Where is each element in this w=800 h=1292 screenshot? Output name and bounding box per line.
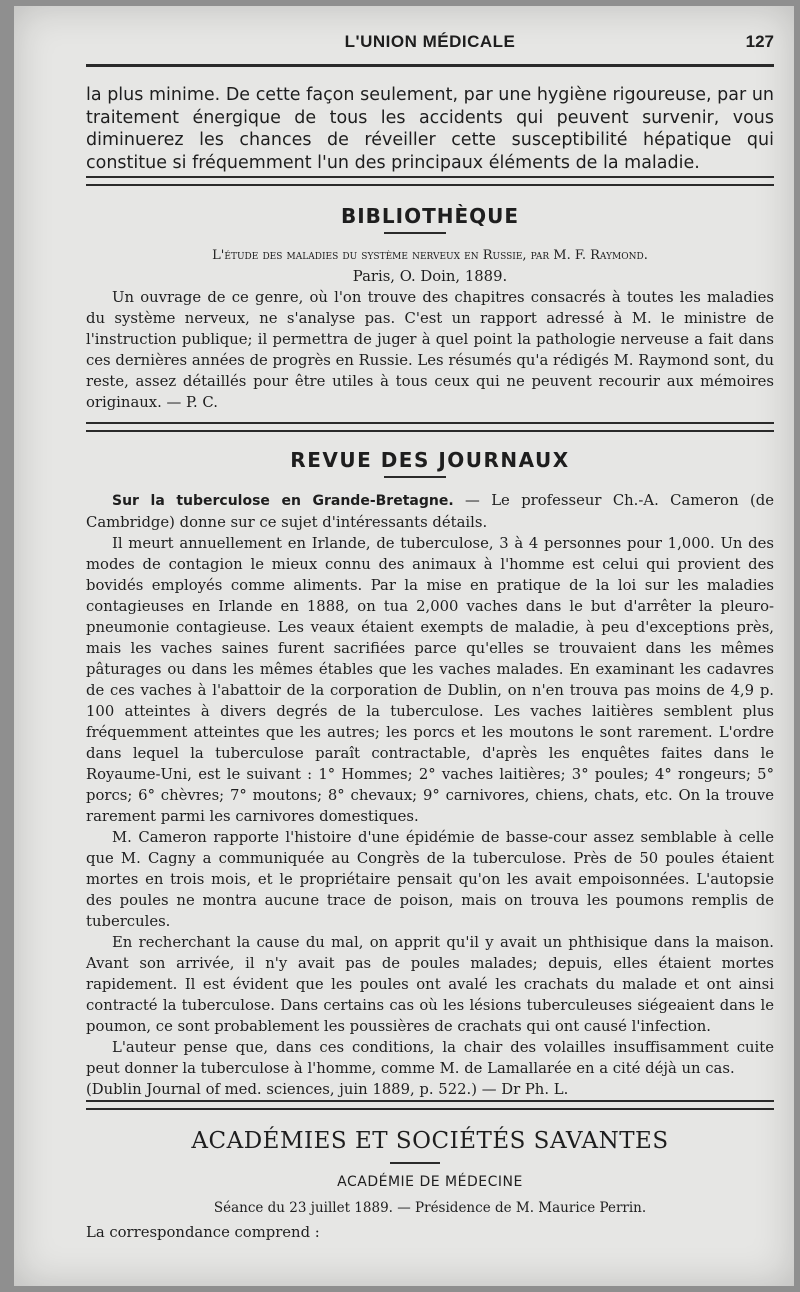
- section-divider: [86, 1100, 774, 1110]
- article-title: Sur la tuberculose en Grande-Bretagne.: [112, 493, 454, 509]
- article-lead: — Le professeur Ch.-A. Cameron (de Cambridge) donne sur ce sujet d'intéressants détails.: [86, 492, 774, 531]
- page-number: 127: [745, 32, 774, 51]
- section-divider: [86, 176, 774, 186]
- bibliotheque-section: [86, 244, 774, 413]
- academie-subheading: ACADÉMIE DE MÉDECINE: [337, 1174, 523, 1190]
- journal-title: L'UNION MÉDICALE: [344, 32, 516, 51]
- article-paragraph: Il meurt annuellement en Irlande, de tuberculose, 3 à 4 personnes pour 1,000. Un des modes de contagion le mieux connu des animaux à l'homme est celui qui provient des bovidés employés comme aliments. Par la mise en pratique de la loi sur les maladies contagieuses en Irlande en 1888, on tua 2,000 vaches dans le but d'arrêter la pleuro-pneumonie contagieuse. Les veaux étaient exempts de maladie, à peu d'exceptions près, mais les vaches saines furent sacrifiées parce qu'elles se trouvaient dans les mêmes pâturages ou dans les mêmes étables que les vaches malades. En examinant les cadavres de ces vaches à l'abattoir de la corporation de Dublin, on n'en trouva pas moins de 4,9 p. 100 atteintes à divers degrés de la tuberculose. Les vaches laitières semblent plus fréquemment atteintes que les autres; les porcs et les moutons le sont rarement. L'ordre dans lequel la tuberculose paraît contractable, d'après les enquêtes faites dans le Royaume-Uni, est le suivant : 1° Hommes; 2° vaches laitières; 3° poules; 4° rongeurs; 5° porcs; 6° chèvres; 7° moutons; 8° chevaux; 9° carnivores, chiens, chats, etc. On la trouve rarement parmi les carnivores domestiques.: [86, 535, 774, 825]
- revue-heading: REVUE DES JOURNAUX: [290, 448, 570, 472]
- journal-page: [14, 6, 794, 1286]
- heading-underline: [384, 476, 446, 478]
- revue-section: [86, 490, 774, 1100]
- heading-underline: [384, 232, 446, 234]
- heading-underline: [390, 1162, 440, 1164]
- article-citation: (Dublin Journal of med. sciences, juin 1889, p. 522.) — Dr Ph. L.: [86, 1081, 569, 1098]
- running-header: [86, 32, 774, 60]
- correspondance-line: La correspondance comprend :: [86, 1224, 320, 1241]
- session-line: Séance du 23 juillet 1889. — Présidence de M. Maurice Perrin.: [213, 1200, 647, 1216]
- section-divider: [86, 422, 774, 432]
- book-review: Un ouvrage de ce genre, où l'on trouve des chapitres consacrés à toutes les maladies du système nerveux, ne s'analyse pas. C'est un rapport adressé à M. le ministre de l'instruction publique; il permettra de juger à quel point la pathologie nerveuse a fait dans ces dernières années de progrès en Russie. Les résumés qu'a rédigés M. Raymond sont, du reste, assez détaillés pour être utiles à tous ceux qui ne peuvent recourir aux mémoires originaux. — P. C.: [86, 289, 774, 411]
- academies-heading: ACADÉMIES ET SOCIÉTÉS SAVANTES: [191, 1128, 669, 1154]
- bibliotheque-heading: BIBLIOTHÈQUE: [340, 204, 520, 228]
- book-title: L'étude des maladies du système nerveux en Russie, par M. F. Raymond.: [212, 248, 648, 263]
- book-publisher: Paris, O. Doin, 1889.: [352, 268, 508, 285]
- article-paragraph: M. Cameron rapporte l'histoire d'une épidémie de basse-cour assez semblable à celle que M. Cagny a communiquée au Congrès de la tuberculose. Près de 50 poules étaient mortes en trois mois, et le propriétaire pensait qu'on les avait empoisonnées. L'autopsie des poules ne montra aucune trace de poison, mais on trouva les poumons remplis de tubercules.: [86, 829, 774, 930]
- header-rule: [86, 64, 774, 67]
- article-paragraph: L'auteur pense que, dans ces conditions, la chair des volailles insuffisamment cuite peut donner la tuberculose à l'homme, comme M. de Lamallarée en a cité déjà un cas.: [86, 1039, 774, 1077]
- intro-paragraph: la plus minime. De cette façon seulement, par une hygiène rigoureuse, par un traitement énergique de tous les accidents qui peuvent survenir, vous diminuerez les chances de réveiller cette susceptibilité hépatique qui constitue si fréquemment l'un des principaux éléments de la maladie.: [86, 85, 774, 173]
- article-paragraph: En recherchant la cause du mal, on apprit qu'il y avait un phthisique dans la maison. Avant son arrivée, il n'y avait pas de poules malades; depuis, elles étaient mortes rapidement. Il est évident que les poules ont avalé les crachats du malade et ont ainsi contracté la tuberculose. Dans certains cas où les lésions tuberculeuses siégeaient dans le poumon, ce sont probablement les poussières de crachats qui ont causé l'infection.: [86, 934, 774, 1035]
- article-intro: [86, 490, 774, 533]
